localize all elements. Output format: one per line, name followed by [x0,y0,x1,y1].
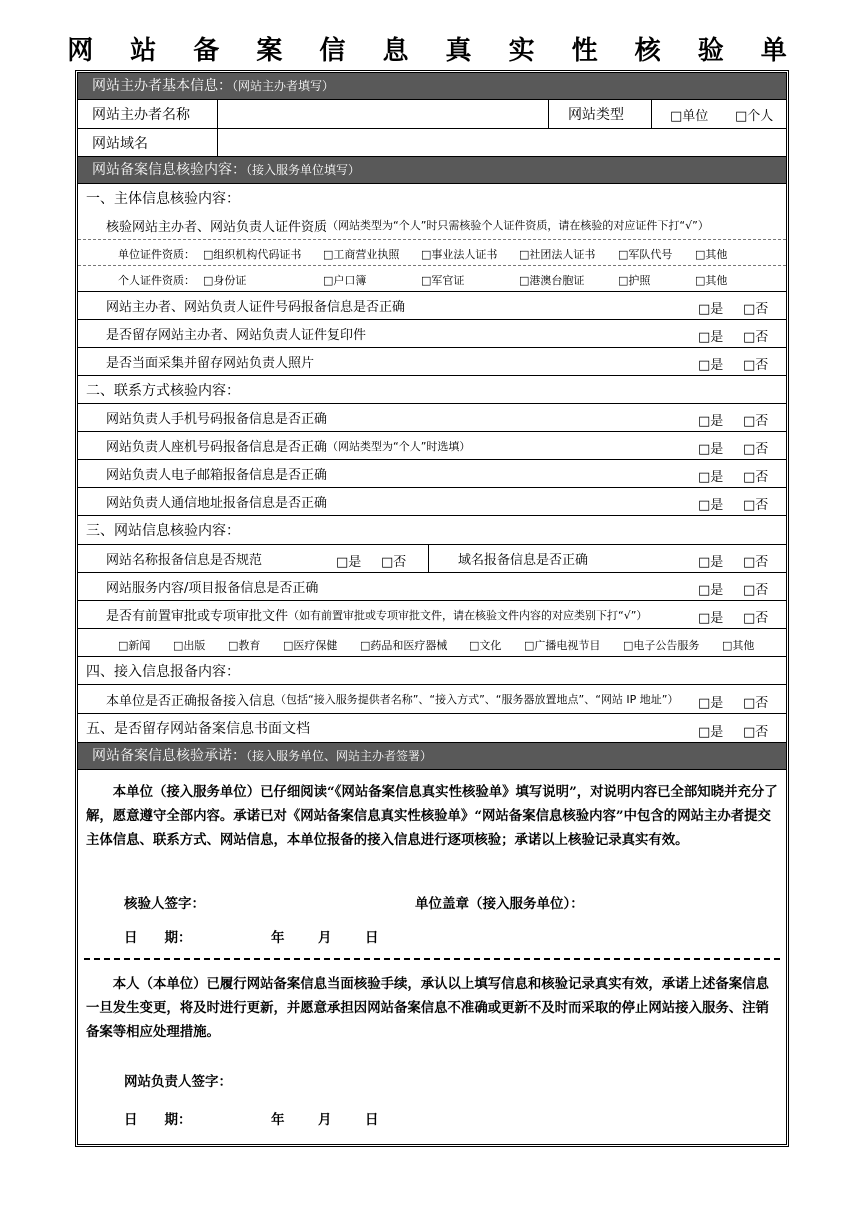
approval-publishing-checkbox[interactable]: □出版 [173,639,206,652]
commitment-header-title: 网站备案信息核验承诺： [92,748,246,764]
q12-no-checkbox[interactable]: □否 [743,696,769,711]
q7-no-checkbox[interactable]: □否 [743,498,769,513]
q10-row [78,572,786,600]
personal-cert-household-checkbox[interactable]: □户口簿 [323,274,367,287]
unit-seal-label: 单位盖章（接入服务单位）： [415,896,584,912]
verification-content-header-title: 网站备案信息核验内容： [92,162,246,178]
part1-row [78,183,786,211]
q6-row [78,459,786,487]
approval-other-checkbox[interactable]: □其他 [722,639,755,652]
q6-text: 网站负责人电子邮箱报备信息是否正确 [106,468,328,483]
site-type-unit-checkbox[interactable]: □单位 [670,108,709,124]
q8-yes-checkbox[interactable]: □是 [336,555,362,570]
q5-text [78,432,470,459]
cert-check-note: （网站类型为“个人”时只需核验个人证件资质，请在核验的对应证件下打“√”） [327,219,709,232]
verifier-signature-label: 核验人签字： [124,896,205,912]
personal-cert-hk-macau-tw-checkbox[interactable]: □港澳台胞证 [519,274,585,287]
q4-yes-checkbox[interactable]: □是 [698,414,724,429]
verification-content-header-note: （接入服务单位填写） [246,163,361,177]
q12-row [78,684,786,713]
q4-text: 网站负责人手机号码报备信息是否正确 [106,412,328,427]
verify-date-label: 日 期： [124,930,192,946]
q2-row [78,319,786,347]
q3-yes-checkbox[interactable]: □是 [698,358,724,373]
approval-broadcast-checkbox[interactable]: □广播电视节目 [524,639,601,652]
personal-cert-passport-checkbox[interactable]: □护照 [618,274,651,287]
commitment-body [78,769,786,1147]
approval-drugs-checkbox[interactable]: □药品和医疗器械 [360,639,448,652]
approvals-row [78,628,786,656]
owner-year-label: 年 [271,1112,285,1128]
q12-label: 本单位是否正确报备接入信息 [106,693,276,709]
domain-label: 网站域名 [92,135,148,152]
unit-cert-business-license-checkbox[interactable]: □工商营业执照 [323,248,400,261]
verify-month-label: 月 [318,930,332,946]
q7-row [78,487,786,515]
q1-no-checkbox[interactable]: □否 [743,302,769,317]
q5-yes-checkbox[interactable]: □是 [698,442,724,457]
part4-title: 四、接入信息报备内容： [86,663,240,680]
q7-yes-checkbox[interactable]: □是 [698,498,724,513]
unit-cert-institution-checkbox[interactable]: □事业法人证书 [421,248,498,261]
site-type-label: 网站类型 [568,107,624,123]
q8-no-checkbox[interactable]: □否 [381,555,407,570]
site-type-personal-checkbox[interactable]: □个人 [735,108,774,124]
unit-cert-military-checkbox[interactable]: □军队代号 [618,248,673,261]
personal-cert-other-checkbox[interactable]: □其他 [695,274,728,287]
unit-cert-org-code-checkbox[interactable]: □组织机构代码证书 [203,248,302,261]
q6-no-checkbox[interactable]: □否 [743,470,769,485]
verification-form [75,70,789,1147]
q9-yes-checkbox[interactable]: □是 [698,555,724,570]
q2-text: 是否留存网站主办者、网站负责人证件复印件 [106,328,367,343]
approval-healthcare-checkbox[interactable]: □医疗保健 [283,639,338,652]
q1-text: 网站主办者、网站负责人证件号码报备信息是否正确 [106,300,406,315]
q2-no-checkbox[interactable]: □否 [743,330,769,345]
unit-cert-row [78,239,786,265]
q11-note: （如有前置审批或专项审批文件，请在核验文件内容的对应类别下打“√”） [288,608,648,622]
q12-yes-checkbox[interactable]: □是 [698,696,724,711]
q8-q9-row [78,544,786,572]
part2-title: 二、联系方式核验内容： [86,382,240,399]
q11-label: 是否有前置审批或专项审批文件 [106,609,289,624]
sponsor-name-field[interactable] [218,100,548,128]
owner-signature-label: 网站负责人签字： [124,1074,232,1090]
q9-text: 域名报备信息是否正确 [458,553,589,568]
q8-text: 网站名称报备信息是否规范 [106,553,263,568]
q11-row [78,600,786,628]
q3-text: 是否当面采集并留存网站负责人照片 [106,356,315,371]
q10-yes-checkbox[interactable]: □是 [698,583,724,598]
q7-text: 网站负责人通信地址报备信息是否正确 [106,496,328,511]
form-title: 网 站 备 案 信 息 真 实 性 核 验 单 [67,36,801,66]
part2-row [78,375,786,403]
sponsor-name-label: 网站主办者名称 [92,107,190,123]
unit-cert-label: 单位证件资质： [118,248,195,261]
part3-row [78,515,786,544]
part5-yes-checkbox[interactable]: □是 [698,725,724,740]
cert-check-label: 核验网站主办者、网站负责人证件资质 [106,219,328,235]
part4-row [78,656,786,684]
domain-row [78,128,786,156]
cert-check-row [78,211,786,239]
approval-bbs-checkbox[interactable]: □电子公告服务 [623,639,700,652]
personal-cert-label: 个人证件资质： [118,274,195,287]
approval-culture-checkbox[interactable]: □文化 [469,639,502,652]
owner-day-label: 日 [365,1112,379,1128]
q12-note: （包括“接入服务提供者名称”、“接入方式”、“服务器放置地点”、“网站 IP 地址”） [275,693,679,706]
q12-text [78,685,678,713]
owner-month-label: 月 [318,1112,332,1128]
owner-date-label: 日 期： [124,1112,192,1128]
approval-news-checkbox[interactable]: □新闻 [118,639,151,652]
part1-title: 一、主体信息核验内容： [86,190,240,207]
sponsor-info-header [78,73,786,99]
commitment-header [78,742,786,769]
q11-no-checkbox[interactable]: □否 [743,611,769,626]
q5-row [78,431,786,459]
q4-no-checkbox[interactable]: □否 [743,414,769,429]
q6-yes-checkbox[interactable]: □是 [698,470,724,485]
q11-text [78,601,647,628]
personal-cert-row [78,265,786,291]
unit-cert-other-checkbox[interactable]: □其他 [695,248,728,261]
part5-title: 五、是否留存网站备案信息书面文档 [86,721,310,737]
q5-label: 网站负责人座机号码报备信息是否正确 [106,440,328,455]
sponsor-name-row [78,99,786,128]
unit-cert-association-checkbox[interactable]: □社团法人证书 [519,248,596,261]
commitment-paragraph-1: 本单位（接入服务单位）已仔细阅读“《网站备案信息真实性核验单》填写说明”，对说明内容已全部知晓并充分了解，愿意遵守全部内容。承诺已对《网站备案信息真实性核验单》“网站备案信息核验内容”中包含的网站主办者提交主体信息、联系方式、网站信息，本单位报备的接入信息进行逐项核验；承诺以上核验记录真实有效。 [86,784,778,848]
q3-row [78,347,786,375]
q4-row [78,403,786,431]
q10-no-checkbox[interactable]: □否 [743,583,769,598]
approval-education-checkbox[interactable]: □教育 [228,639,261,652]
cert-check-text [78,211,709,239]
personal-cert-id-card-checkbox[interactable]: □身份证 [203,274,247,287]
verify-day-label: 日 [365,930,379,946]
q3-no-checkbox[interactable]: □否 [743,358,769,373]
q5-no-checkbox[interactable]: □否 [743,442,769,457]
sponsor-info-header-note: （网站主办者填写） [232,79,335,93]
part3-title: 三、网站信息核验内容： [86,523,240,539]
commitment-header-note: （接入服务单位、网站主办者签署） [246,749,433,763]
q10-text: 网站服务内容/项目报备信息是否正确 [106,581,319,596]
part5-row [78,713,786,742]
domain-field[interactable] [218,129,786,156]
q5-note: （网站类型为“个人”时选填） [327,439,471,453]
sponsor-info-header-title: 网站主办者基本信息： [92,78,232,94]
q11-yes-checkbox[interactable]: □是 [698,611,724,626]
verification-content-header [78,156,786,183]
q2-yes-checkbox[interactable]: □是 [698,330,724,345]
dashed-separator [84,958,780,960]
part5-no-checkbox[interactable]: □否 [743,725,769,740]
q1-yes-checkbox[interactable]: □是 [698,302,724,317]
commitment-paragraph-2: 本人（本单位）已履行网站备案信息当面核验手续，承认以上填写信息和核验记录真实有效，承诺上述备案信息一旦发生变更，将及时进行更新，并愿意承担因网站备案信息不准确或更新不及时而采取的停止网站接入服务、注销备案等相应处理措施。 [86,976,769,1040]
q1-row [78,291,786,319]
verify-year-label: 年 [271,930,285,946]
personal-cert-officer-checkbox[interactable]: □军官证 [421,274,465,287]
q9-no-checkbox[interactable]: □否 [743,555,769,570]
